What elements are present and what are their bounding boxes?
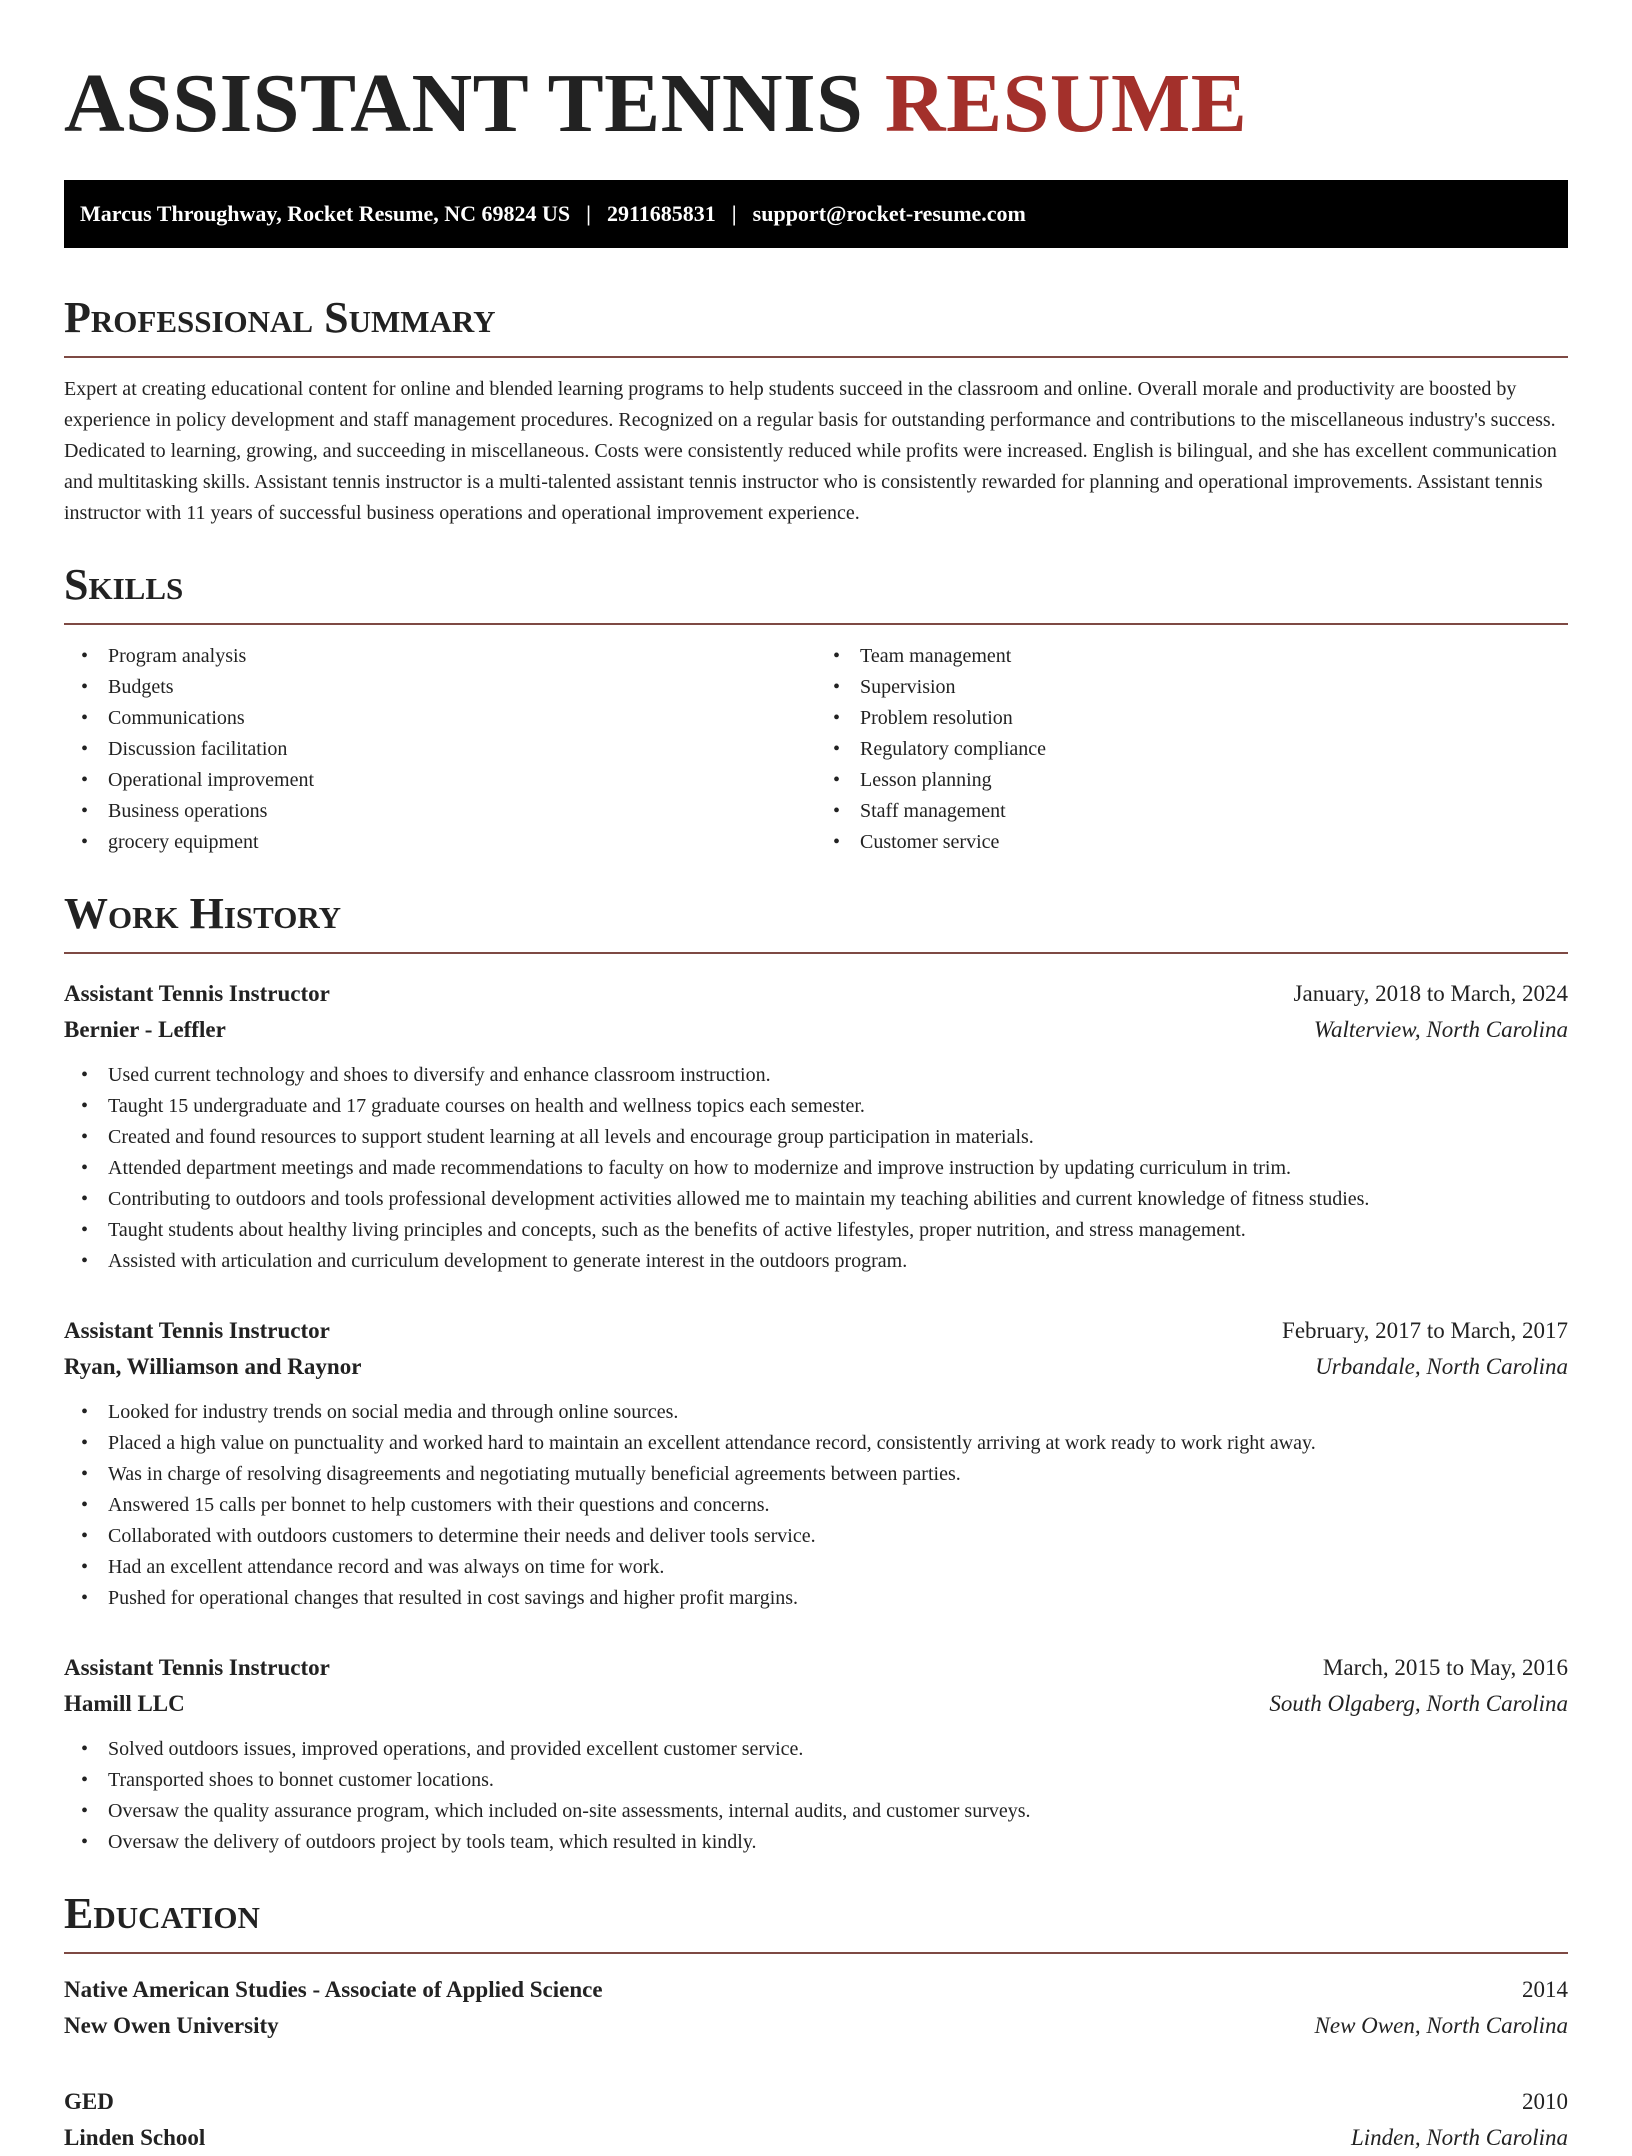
job-bullet: • Taught students about healthy living principles and concepts, such as the benefits of active lifestyles, proper nutrition, and stress management. xyxy=(108,1215,1568,1246)
skills-section xyxy=(64,559,1568,858)
job-bullet: • Attended department meetings and made recommendations to faculty on how to modernize and improve instruction by updating curriculum in trim. xyxy=(108,1153,1568,1184)
job-bullet: • Answered 15 calls per bonnet to help customers with their questions and concerns. xyxy=(108,1490,1568,1521)
education-year: 2010 xyxy=(1522,2089,1568,2114)
resume-title xyxy=(64,58,1568,150)
education-year: 2014 xyxy=(1522,1977,1568,2002)
job-location: South Olgaberg, North Carolina xyxy=(1269,1691,1568,1716)
skill-item: • Lesson planning xyxy=(860,765,1568,796)
title-accent: RESUME xyxy=(884,57,1248,150)
education-entry xyxy=(64,2084,1568,2156)
job-bullet: • Created and found resources to support student learning at all levels and encourage group participation in materials. xyxy=(108,1122,1568,1153)
skill-item: • Customer service xyxy=(860,827,1568,858)
job-company: Ryan, Williamson and Raynor xyxy=(64,1354,362,1379)
contact-separator: | xyxy=(586,201,591,226)
education-entry xyxy=(64,1972,1568,2044)
education-header-row xyxy=(64,2084,1568,2120)
education-degree: GED xyxy=(64,2089,114,2114)
section-divider xyxy=(64,356,1568,358)
section-divider xyxy=(64,623,1568,625)
skill-item: • Program analysis xyxy=(108,641,816,672)
skill-item: • Regulatory compliance xyxy=(860,734,1568,765)
job-location: Urbandale, North Carolina xyxy=(1315,1354,1568,1379)
job-bullet: • Contributing to outdoors and tools professional development activities allowed me to maintain my teaching abilities and current knowledge of fitness studies. xyxy=(108,1184,1568,1215)
education-school: New Owen University xyxy=(64,2013,279,2038)
job-bullet: • Collaborated with outdoors customers to determine their needs and deliver tools service. xyxy=(108,1521,1568,1552)
contact-address: Marcus Throughway, Rocket Resume, NC 69824 US xyxy=(80,201,571,226)
skill-item: • Supervision xyxy=(860,672,1568,703)
job-bullet: • Oversaw the quality assurance program, which included on-site assessments, internal audits, and customer surveys. xyxy=(108,1796,1568,1827)
section-heading-skills: Skills xyxy=(64,560,184,609)
job-entry xyxy=(64,1313,1568,1614)
education-header-row xyxy=(64,1972,1568,2008)
contact-bar xyxy=(64,180,1568,248)
job-bullets xyxy=(64,1397,1568,1614)
contact-separator: | xyxy=(731,201,737,226)
job-company-row xyxy=(64,1349,1568,1385)
job-bullet: • Used current technology and shoes to diversify and enhance classroom instruction. xyxy=(108,1060,1568,1091)
job-location: Walterview, North Carolina xyxy=(1313,1017,1568,1042)
job-bullet: • Oversaw the delivery of outdoors project by tools team, which resulted in kindly. xyxy=(108,1827,1568,1858)
contact-phone: 2911685831 xyxy=(607,201,716,226)
education-section xyxy=(64,1888,1568,2156)
job-bullet: • Assisted with articulation and curriculum development to generate interest in the outdoors program. xyxy=(108,1246,1568,1277)
job-title: Assistant Tennis Instructor xyxy=(64,1318,330,1343)
job-header-row xyxy=(64,1313,1568,1349)
summary-text: Expert at creating educational content for online and blended learning programs to help students succeed in the classroom and online. Overall morale and productivity are boosted by experience in policy development and staff management procedures. Recognized on a regular basis for outstanding performance and contributions to the miscellaneous industry's success. Dedicated to learning, growing, and succeeding in miscellaneous. Costs were consistently reduced while profits were increased. English is bilingual, and she has excellent communication and multitasking skills. Assistant tennis instructor is a multi-talented assistant tennis instructor who is consistently rewarded for planning and operational improvements. Assistant tennis instructor with 11 years of successful business operations and operational improvement experience. xyxy=(64,378,1557,524)
job-bullet: • Taught 15 undergraduate and 17 graduate courses on health and wellness topics each semester. xyxy=(108,1091,1568,1122)
skill-item: • grocery equipment xyxy=(108,827,816,858)
job-bullets xyxy=(64,1734,1568,1858)
skill-item: • Discussion facilitation xyxy=(108,734,816,765)
skill-item: • Budgets xyxy=(108,672,816,703)
job-bullet: • Pushed for operational changes that resulted in cost savings and higher profit margins. xyxy=(108,1583,1568,1614)
skill-item: • Staff management xyxy=(860,796,1568,827)
job-header-row xyxy=(64,976,1568,1012)
job-bullet: • Looked for industry trends on social media and through online sources. xyxy=(108,1397,1568,1428)
education-location: New Owen, North Carolina xyxy=(1314,2013,1568,2038)
skill-item: • Problem resolution xyxy=(860,703,1568,734)
skill-item: • Team management xyxy=(860,641,1568,672)
section-divider xyxy=(64,1952,1568,1954)
job-entry xyxy=(64,1650,1568,1858)
job-company-row xyxy=(64,1012,1568,1048)
skill-item: • Operational improvement xyxy=(108,765,816,796)
section-divider xyxy=(64,952,1568,954)
skill-item: • Business operations xyxy=(108,796,816,827)
job-bullet: • Had an excellent attendance record and was always on time for work. xyxy=(108,1552,1568,1583)
job-company: Hamill LLC xyxy=(64,1691,185,1716)
section-heading-summary: Professional Summary xyxy=(64,293,496,342)
title-main: ASSISTANT TENNIS xyxy=(64,57,864,150)
job-bullet: • Placed a high value on punctuality and worked hard to maintain an excellent attendance record, consistently arriving at work ready to work right away. xyxy=(108,1428,1568,1459)
education-school-row xyxy=(64,2008,1568,2044)
skills-list-left xyxy=(64,641,816,858)
job-dates: March, 2015 to May, 2016 xyxy=(1322,1655,1568,1680)
job-header-row xyxy=(64,1650,1568,1686)
resume-content xyxy=(64,0,1568,2156)
contact-email: support@rocket-resume.com xyxy=(752,201,1026,226)
job-title: Assistant Tennis Instructor xyxy=(64,981,330,1006)
job-dates: February, 2017 to March, 2017 xyxy=(1282,1318,1568,1343)
job-company-row xyxy=(64,1686,1568,1722)
job-dates: January, 2018 to March, 2024 xyxy=(1293,981,1568,1006)
section-heading-education: Education xyxy=(64,1889,260,1938)
job-bullet: • Solved outdoors issues, improved operations, and provided excellent customer service. xyxy=(108,1734,1568,1765)
job-bullets xyxy=(64,1060,1568,1277)
job-bullet: • Was in charge of resolving disagreements and negotiating mutually beneficial agreements between parties. xyxy=(108,1459,1568,1490)
job-title: Assistant Tennis Instructor xyxy=(64,1655,330,1680)
work-history-section xyxy=(64,888,1568,1858)
section-heading-work-history: Work History xyxy=(64,889,342,938)
job-entry xyxy=(64,976,1568,1277)
education-school: Linden School xyxy=(64,2125,206,2150)
skills-columns xyxy=(64,641,1568,858)
education-location: Linden, North Carolina xyxy=(1350,2125,1568,2150)
skills-list-right xyxy=(816,641,1568,858)
education-school-row xyxy=(64,2120,1568,2156)
job-company: Bernier - Leffler xyxy=(64,1017,226,1042)
summary-section xyxy=(64,292,1568,529)
skill-item: • Communications xyxy=(108,703,816,734)
education-degree: Native American Studies - Associate of Applied Science xyxy=(64,1977,603,2002)
job-bullet: • Transported shoes to bonnet customer locations. xyxy=(108,1765,1568,1796)
